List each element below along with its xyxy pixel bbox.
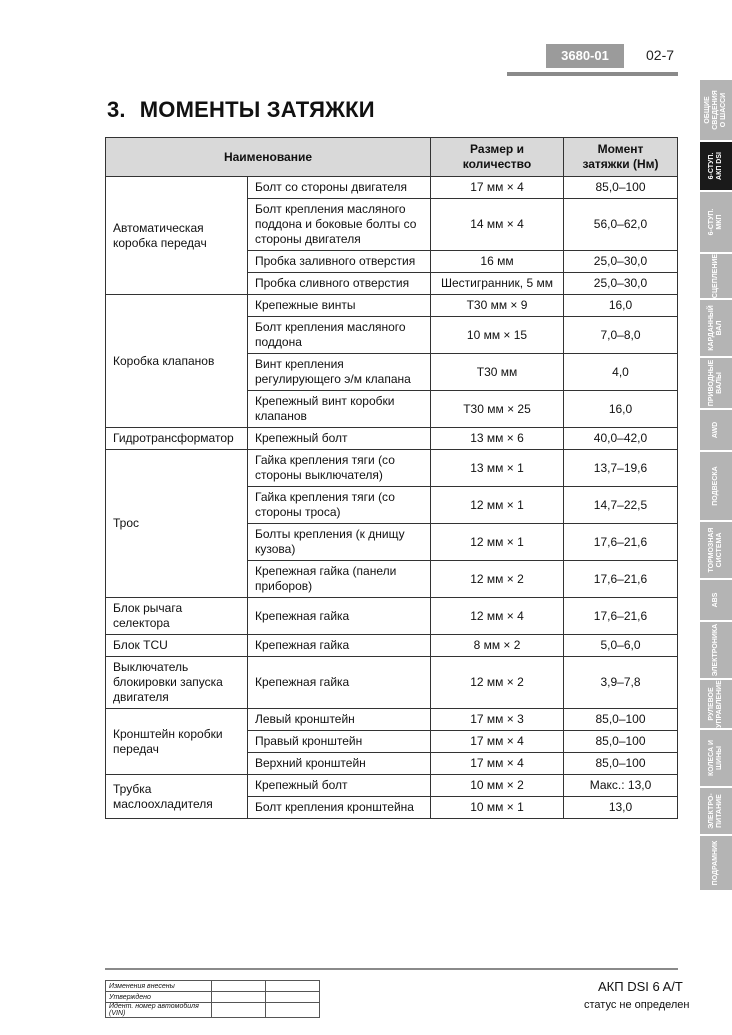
header-size (431, 138, 564, 177)
section-tab[interactable] (700, 142, 732, 191)
size-quantity: 17 мм × 4 (431, 177, 564, 199)
part-name: Крепежный болт (248, 428, 431, 450)
torque-value: 85,0–100 (564, 753, 678, 775)
section-tab[interactable] (700, 80, 732, 141)
size-quantity: 17 мм × 3 (431, 709, 564, 731)
footer-model: АКП DSI 6 A/T (598, 979, 683, 994)
section-tab[interactable] (700, 680, 732, 729)
approval-row (106, 1003, 320, 1018)
table-row (106, 657, 678, 709)
torque-value: 85,0–100 (564, 177, 678, 199)
part-name: Правый кронштейн (248, 731, 431, 753)
approval-row (106, 992, 320, 1003)
approval-cell (266, 1003, 320, 1018)
header-size-line2: количество (462, 157, 532, 171)
size-quantity: 13 мм × 1 (431, 450, 564, 487)
size-quantity: 17 мм × 4 (431, 731, 564, 753)
size-quantity: 10 мм × 15 (431, 317, 564, 354)
torque-value: 85,0–100 (564, 709, 678, 731)
size-quantity: Шестигранник, 5 мм (431, 273, 564, 295)
part-name: Болт крепления масляного поддона и боковые болты со стороны двигателя (248, 199, 431, 251)
torque-value: 3,9–7,8 (564, 657, 678, 709)
group-name: Трубка маслоохладителя (106, 775, 248, 819)
header-torque-line1: Момент (597, 142, 644, 156)
approval-table-body (106, 981, 320, 1018)
part-name: Болт со стороны двигателя (248, 177, 431, 199)
size-quantity: 12 мм × 2 (431, 561, 564, 598)
section-tab-label: AWD (712, 421, 719, 439)
table-row (106, 295, 678, 317)
table-row (106, 450, 678, 487)
section-tab-label: ТОРМОЗНАЯ СИСТЕМА (708, 527, 723, 573)
document-code: 3680-01 (546, 44, 624, 68)
table-row (106, 775, 678, 797)
torque-value: 25,0–30,0 (564, 251, 678, 273)
part-name: Крепежная гайка (248, 635, 431, 657)
part-name: Крепежный винт коробки клапанов (248, 391, 431, 428)
header-torque (564, 138, 678, 177)
group-name: Блок TCU (106, 635, 248, 657)
part-name: Крепежная гайка (248, 598, 431, 635)
torque-value: 13,7–19,6 (564, 450, 678, 487)
torque-value: 16,0 (564, 391, 678, 428)
header-divider (507, 72, 678, 76)
group-name: Коробка клапанов (106, 295, 248, 428)
footer-status: статус не определен (584, 999, 690, 1011)
approval-cell (266, 992, 320, 1003)
section-tab-label: ABS (712, 592, 719, 608)
torque-value: 17,6–21,6 (564, 561, 678, 598)
section-tab-label: СЦЕПЛЕНИЕ (712, 253, 719, 299)
size-quantity: 14 мм × 4 (431, 199, 564, 251)
section-tab-label: ЭЛЕКТРОНИКА (712, 623, 719, 677)
size-quantity: 13 мм × 6 (431, 428, 564, 450)
approval-cell (212, 981, 266, 992)
approval-cell (212, 992, 266, 1003)
part-name: Винт крепления регулирующего э/м клапана (248, 354, 431, 391)
section-tab[interactable] (700, 358, 732, 409)
part-name: Крепежный болт (248, 775, 431, 797)
section-tab[interactable] (700, 836, 732, 891)
approval-cell (212, 1003, 266, 1018)
part-name: Крепежная гайка (248, 657, 431, 709)
part-name: Гайка крепления тяги (со стороны троса) (248, 487, 431, 524)
part-name: Пробка заливного отверстия (248, 251, 431, 273)
section-tab[interactable] (700, 622, 732, 679)
part-name: Болты крепления (к днищу кузова) (248, 524, 431, 561)
page-number: 02-7 (646, 47, 675, 63)
size-quantity: T30 мм × 9 (431, 295, 564, 317)
section-tab[interactable] (700, 522, 732, 579)
table-row (106, 598, 678, 635)
size-quantity: 10 мм × 2 (431, 775, 564, 797)
part-name: Болт крепления кронштейна (248, 797, 431, 819)
size-quantity: 16 мм (431, 251, 564, 273)
group-name: Трос (106, 450, 248, 598)
group-name: Блок рычага селектора (106, 598, 248, 635)
torque-value: 17,6–21,6 (564, 524, 678, 561)
section-tab[interactable] (700, 300, 732, 357)
size-quantity: 10 мм × 1 (431, 797, 564, 819)
approval-cell (266, 981, 320, 992)
approval-table (105, 980, 320, 1018)
table-header-row (106, 138, 678, 177)
section-tab[interactable] (700, 410, 732, 451)
section-number: 3. (107, 97, 126, 122)
table-row (106, 709, 678, 731)
table-row (106, 635, 678, 657)
section-tab[interactable] (700, 580, 732, 621)
section-tab-label: КАРДАННЫЙ ВАЛ (708, 305, 723, 351)
section-tab-label: ПОДРАМНИК (712, 840, 719, 886)
part-name: Крепежная гайка (панели приборов) (248, 561, 431, 598)
group-name: Автоматическая коробка передач (106, 177, 248, 295)
size-quantity: T30 мм (431, 354, 564, 391)
torque-value: 40,0–42,0 (564, 428, 678, 450)
torque-value: 7,0–8,0 (564, 317, 678, 354)
size-quantity: 17 мм × 4 (431, 753, 564, 775)
torque-value: 13,0 (564, 797, 678, 819)
section-tab-label: ЭЛЕКТРО- ПИТАНИЕ (708, 793, 723, 829)
section-title: МОМЕНТЫ ЗАТЯЖКИ (139, 97, 375, 122)
approval-label: Идент. номер автомобиля (VIN) (106, 1003, 212, 1018)
section-tab[interactable] (700, 730, 732, 787)
header-torque-line2: затяжки (Нм) (582, 157, 659, 171)
torque-value: 56,0–62,0 (564, 199, 678, 251)
table-row (106, 428, 678, 450)
size-quantity: T30 мм × 25 (431, 391, 564, 428)
header-size-line1: Размер и (470, 142, 524, 156)
group-name: Кронштейн коробки передач (106, 709, 248, 775)
section-tab-label: КОЛЕСА И ШИНЫ (708, 739, 723, 777)
group-name: Гидротрансформатор (106, 428, 248, 450)
section-tab-label: ОБЩИЕ СВЕДЕНИЯ О ШАССИ (704, 90, 727, 130)
torque-value: 17,6–21,6 (564, 598, 678, 635)
approval-label: Утверждено (106, 992, 212, 1003)
torque-value: 5,0–6,0 (564, 635, 678, 657)
section-tab[interactable] (700, 254, 732, 299)
size-quantity: 12 мм × 1 (431, 524, 564, 561)
part-name: Пробка сливного отверстия (248, 273, 431, 295)
size-quantity: 8 мм × 2 (431, 635, 564, 657)
torque-value: 25,0–30,0 (564, 273, 678, 295)
section-tab[interactable] (700, 192, 732, 253)
group-name: Выключатель блокировки запуска двигателя (106, 657, 248, 709)
torque-value: 14,7–22,5 (564, 487, 678, 524)
torque-value: 85,0–100 (564, 731, 678, 753)
size-quantity: 12 мм × 2 (431, 657, 564, 709)
part-name: Болт крепления масляного поддона (248, 317, 431, 354)
size-quantity: 12 мм × 4 (431, 598, 564, 635)
part-name: Верхний кронштейн (248, 753, 431, 775)
size-quantity: 12 мм × 1 (431, 487, 564, 524)
approval-row (106, 981, 320, 992)
section-tab-label: РУЛЕВОЕ УПРАВЛЕНИЕ (708, 680, 723, 728)
page-title (107, 97, 375, 123)
part-name: Левый кронштейн (248, 709, 431, 731)
torque-value: 4,0 (564, 354, 678, 391)
table-row (106, 177, 678, 199)
part-name: Крепежные винты (248, 295, 431, 317)
section-tab[interactable] (700, 788, 732, 835)
footer-divider (105, 968, 678, 970)
section-tab-label: ПРИВОДНЫЕ ВАЛЫ (708, 359, 723, 407)
section-tab[interactable] (700, 452, 732, 521)
torque-value: Макс.: 13,0 (564, 775, 678, 797)
torque-value: 16,0 (564, 295, 678, 317)
table-body (106, 177, 678, 819)
torque-table (105, 137, 678, 819)
section-tab-label: 6-СТУП. МКП (708, 208, 723, 236)
section-tab-label: ПОДВЕСКА (712, 466, 719, 506)
approval-label: Изменения внесены (106, 981, 212, 992)
section-tab-label: 6-СТУП. АКП DSI (708, 152, 723, 180)
header-name: Наименование (106, 138, 431, 177)
part-name: Гайка крепления тяги (со стороны выключателя) (248, 450, 431, 487)
